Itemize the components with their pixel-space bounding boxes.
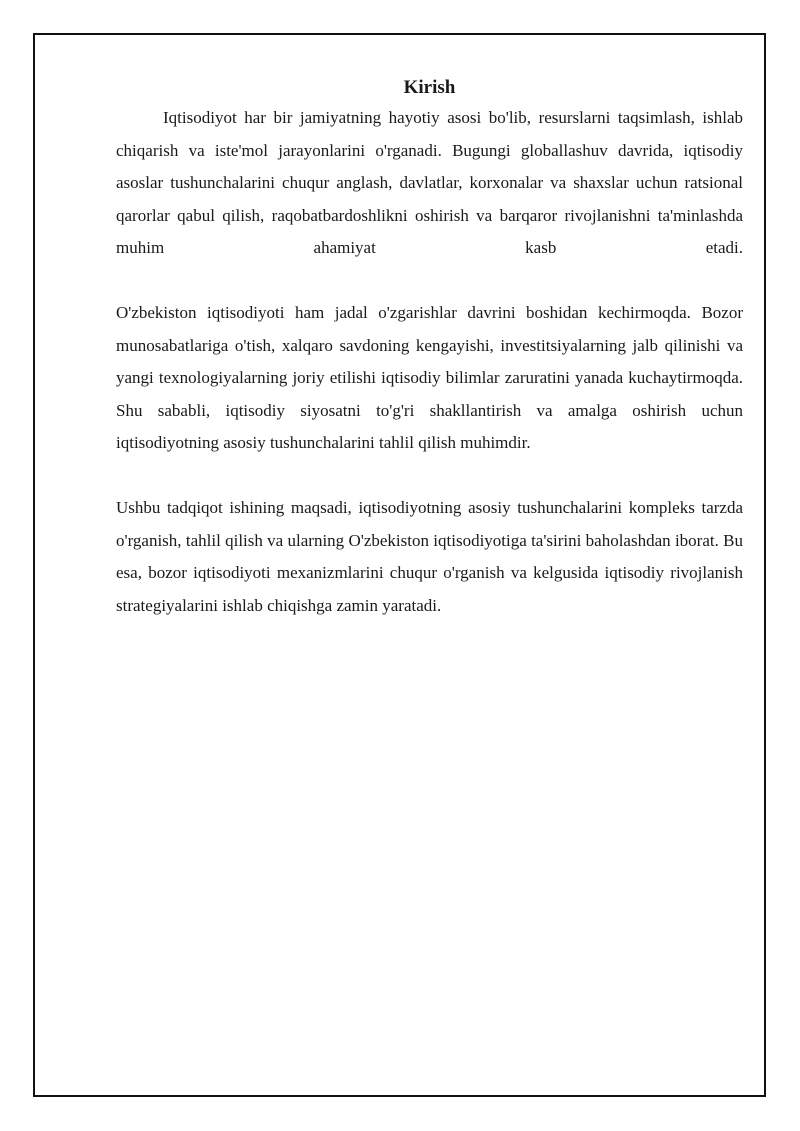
paragraph-spacer	[116, 460, 743, 493]
paragraph-1: Iqtisodiyot har bir jamiyatning hayotiy asosi bo'lib, resurslarni taqsimlash, ishlab chiqarish va iste'mol jarayonlarini o'rganadi. Bugungi globallashuv davrida, iqtisodiy asoslar tushunchalarini chuqur anglash, davlatlar, korxonalar va shaxslar uchun ratsional qarorlar qabul qilish, raqobatbardoshlikni oshirish va barqaror rivojlanishni ta'minlashda muhim ahamiyat kasb etadi.	[116, 108, 743, 257]
document-body	[116, 74, 743, 622]
section-heading: Kirish	[403, 77, 456, 98]
paragraph-spacer	[116, 265, 743, 298]
paragraph-2: O'zbekiston iqtisodiyoti ham jadal o'zgarishlar davrini boshidan kechirmoqda. Bozor munosabatlariga o'tish, xalqaro savdoning kengayishi, investitsiyalarning jalb qilinishi va yangi texnologiyalarning joriy etilishi iqtisodiy bilimlar zaruratini yanada kuchaytirmoqda. Shu sababli, iqtisodiy siyosatni to'g'ri shakllantirish va amalga oshirish uchun iqtisodiyotning asosiy tushunchalarini tahlil qilish muhimdir.	[116, 303, 743, 452]
paragraph-3: Ushbu tadqiqot ishining maqsadi, iqtisodiyotning asosiy tushunchalarini kompleks tarzda o'rganish, tahlil qilish va ularning O'zbekiston iqtisodiyotiga ta'sirini baholashdan iborat. Bu esa, bozor iqtisodiyoti mexanizmlarini chuqur o'rganish va kelgusida iqtisodiy rivojlanish strategiyalarini ishlab chiqishga zamin yaratadi.	[116, 498, 743, 615]
